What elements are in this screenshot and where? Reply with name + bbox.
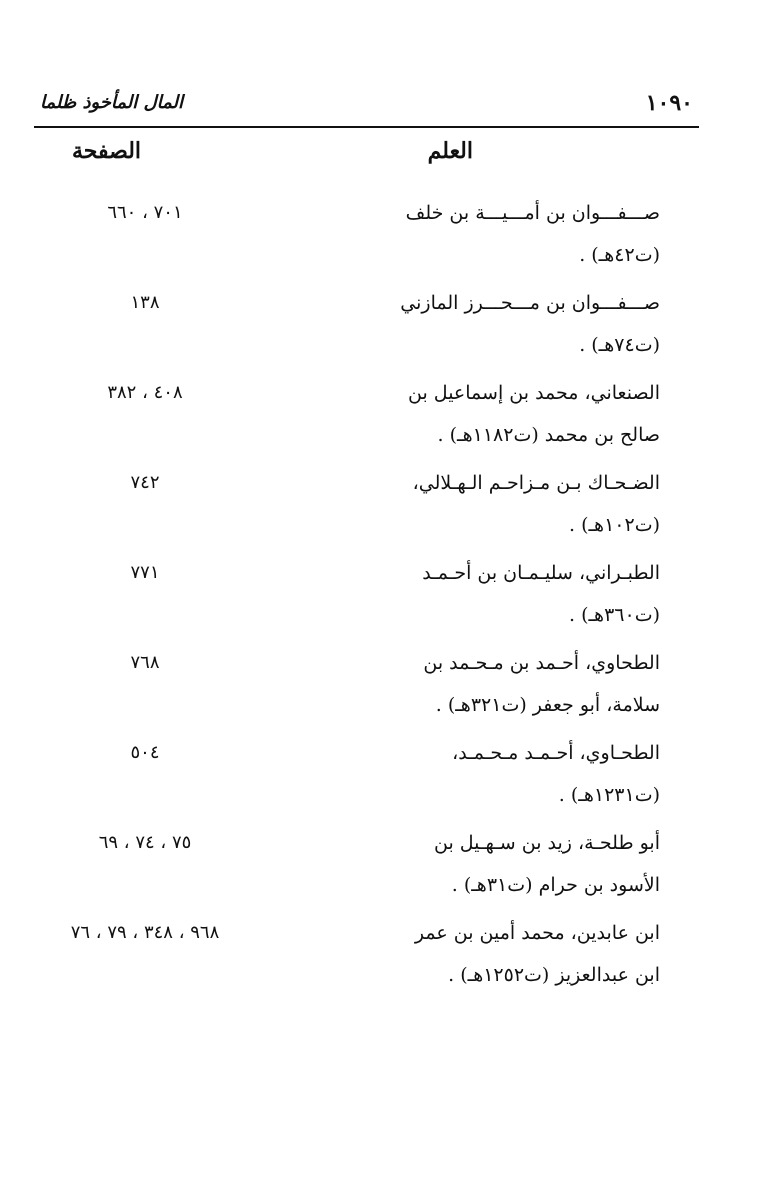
index-entry: [40, 732, 660, 822]
page-column-heading: الصفحة: [72, 138, 142, 164]
name-column-heading: العلم: [427, 138, 473, 164]
index-entry: [40, 552, 660, 642]
index-entry: [40, 462, 660, 552]
entry-pages: ٧٥ ، ٧٤ ، ٦٩: [98, 832, 192, 853]
entry-pages: ٧٧١: [130, 562, 160, 583]
running-header: [34, 90, 699, 128]
index-entry: [40, 372, 660, 462]
entry-name: [340, 192, 660, 276]
entry-pages: ٥٠٤: [130, 742, 160, 763]
entry-name-line: صـــفـــوان بن أمـــيـــة بن خلف: [405, 202, 660, 224]
entry-name: [340, 372, 660, 456]
book-title: المال المأخوذ ظلما: [40, 92, 183, 113]
entry-name: [340, 732, 660, 816]
index-entry: [40, 282, 660, 372]
entry-pages: ٤٠٨ ، ٣٨٢: [107, 382, 183, 403]
entry-pages: ١٣٨: [130, 292, 160, 313]
entry-name: [340, 642, 660, 726]
entry-name-line: الصنعاني، محمد بن إسماعيل بن: [408, 382, 660, 404]
entry-name-line: (ت٧٤هـ) .: [579, 334, 660, 356]
index-entry: [40, 912, 660, 1002]
entry-name: [340, 462, 660, 546]
entry-name-line: أبو طلحـة، زيد بن سـهـيل بن: [433, 832, 660, 854]
index-entry: [40, 822, 660, 912]
entry-pages: ٧٦٨: [130, 652, 160, 673]
entry-name-line: الطحاوي، أحـمد بن مـحـمد بن: [423, 652, 660, 674]
entry-name-line: الأسود بن حرام (ت٣١هـ) .: [451, 874, 660, 896]
entry-pages: ٧٤٢: [130, 472, 160, 493]
entry-pages: ٧٠١ ، ٦٦٠: [107, 202, 183, 223]
entry-name-line: الضـحـاك بـن مـزاحـم الـهـلالي،: [412, 472, 660, 494]
entry-name-line: (ت٤٢هـ) .: [579, 244, 660, 266]
entry-name: [340, 822, 660, 906]
entry-name-line: ابن عبدالعزيز (ت١٢٥٢هـ) .: [448, 964, 660, 986]
entry-name-line: سلامة، أبو جعفر (ت٣٢١هـ) .: [435, 694, 660, 716]
entry-name-line: الطحـاوي، أحـمـد مـحـمـد،: [452, 742, 660, 764]
page-number: ١٠٩٠: [645, 90, 693, 116]
entry-pages: ٩٦٨ ، ٣٤٨ ، ٧٩ ، ٧٦: [70, 922, 220, 943]
entry-name-line: (ت١٢٣١هـ) .: [558, 784, 660, 806]
index-entry: [40, 192, 660, 282]
entry-name-line: الطبـراني، سليـمـان بن أحـمـد: [422, 562, 660, 584]
index-entry: [40, 642, 660, 732]
entry-name-line: (ت١٠٢هـ) .: [568, 514, 660, 536]
entry-name: [340, 912, 660, 996]
entry-name-line: (ت٣٦٠هـ) .: [568, 604, 660, 626]
entry-name: [340, 552, 660, 636]
entry-name-line: ابن عابدين، محمد أمين بن عمر: [414, 922, 660, 944]
entry-name-line: صـــفـــوان بن مـــحـــرز المازني: [400, 292, 660, 314]
entry-name: [340, 282, 660, 366]
entry-name-line: صالح بن محمد (ت١١٨٢هـ) .: [437, 424, 660, 446]
